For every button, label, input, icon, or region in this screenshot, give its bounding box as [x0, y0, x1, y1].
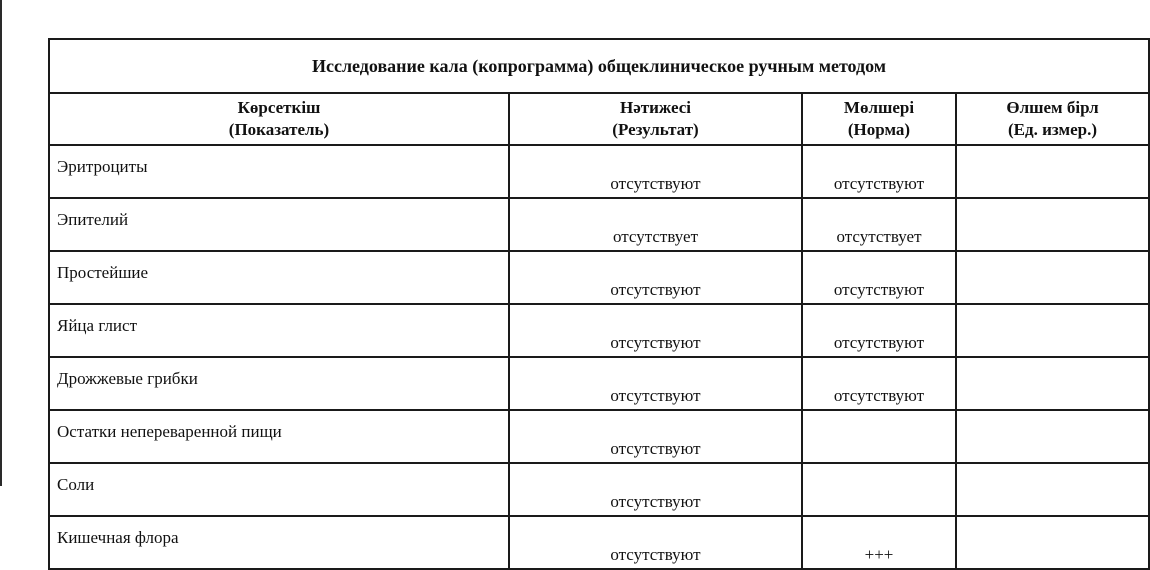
cell-unit	[956, 357, 1149, 410]
table-title: Исследование кала (копрограмма) общеклиническое ручным методом	[49, 39, 1149, 93]
header-indicator	[49, 93, 509, 145]
table-row	[49, 357, 1149, 410]
cell-unit	[956, 304, 1149, 357]
page-left-edge	[0, 0, 2, 486]
cell-result: отсутствуют	[509, 304, 802, 357]
table-row	[49, 304, 1149, 357]
header-norm-kk: Мөлшері	[843, 98, 915, 117]
cell-norm: отсутствуют	[802, 145, 956, 198]
cell-indicator: Остатки непереваренной пищи	[49, 410, 509, 463]
header-unit-kk: Өлшем бірл	[1006, 98, 1099, 117]
cell-norm	[802, 463, 956, 516]
cell-unit	[956, 410, 1149, 463]
header-norm	[802, 93, 956, 145]
header-unit	[956, 93, 1149, 145]
header-result-kk: Нәтижесі	[619, 98, 692, 117]
header-indicator-ru: (Показатель)	[228, 120, 330, 139]
cell-norm	[802, 410, 956, 463]
header-result-ru: (Результат)	[612, 120, 699, 139]
cell-norm: отсутствуют	[802, 304, 956, 357]
cell-result: отсутствует	[509, 198, 802, 251]
cell-indicator: Эритроциты	[49, 145, 509, 198]
cell-indicator: Кишечная флора	[49, 516, 509, 569]
cell-unit	[956, 251, 1149, 304]
table-row	[49, 410, 1149, 463]
cell-result: отсутствуют	[509, 463, 802, 516]
cell-result: отсутствуют	[509, 516, 802, 569]
cell-unit	[956, 516, 1149, 569]
cell-norm: отсутствует	[802, 198, 956, 251]
cell-indicator: Яйца глист	[49, 304, 509, 357]
header-row	[49, 93, 1149, 145]
table-row	[49, 251, 1149, 304]
cell-result: отсутствуют	[509, 251, 802, 304]
cell-result: отсутствуют	[509, 410, 802, 463]
cell-unit	[956, 198, 1149, 251]
cell-norm: отсутствуют	[802, 357, 956, 410]
cell-indicator: Простейшие	[49, 251, 509, 304]
cell-indicator: Соли	[49, 463, 509, 516]
header-indicator-kk: Көрсеткіш	[237, 98, 321, 117]
table-row	[49, 145, 1149, 198]
header-result	[509, 93, 802, 145]
cell-unit	[956, 145, 1149, 198]
cell-result: отсутствуют	[509, 357, 802, 410]
cell-indicator: Эпителий	[49, 198, 509, 251]
table-row	[49, 516, 1149, 569]
cell-unit	[956, 463, 1149, 516]
cell-result: отсутствуют	[509, 145, 802, 198]
coprogram-table	[48, 38, 1150, 570]
cell-norm: +++	[802, 516, 956, 569]
cell-norm: отсутствуют	[802, 251, 956, 304]
table-row	[49, 198, 1149, 251]
cell-indicator: Дрожжевые грибки	[49, 357, 509, 410]
header-norm-ru: (Норма)	[847, 120, 911, 139]
header-unit-ru: (Ед. измер.)	[1008, 120, 1097, 139]
table-row	[49, 463, 1149, 516]
